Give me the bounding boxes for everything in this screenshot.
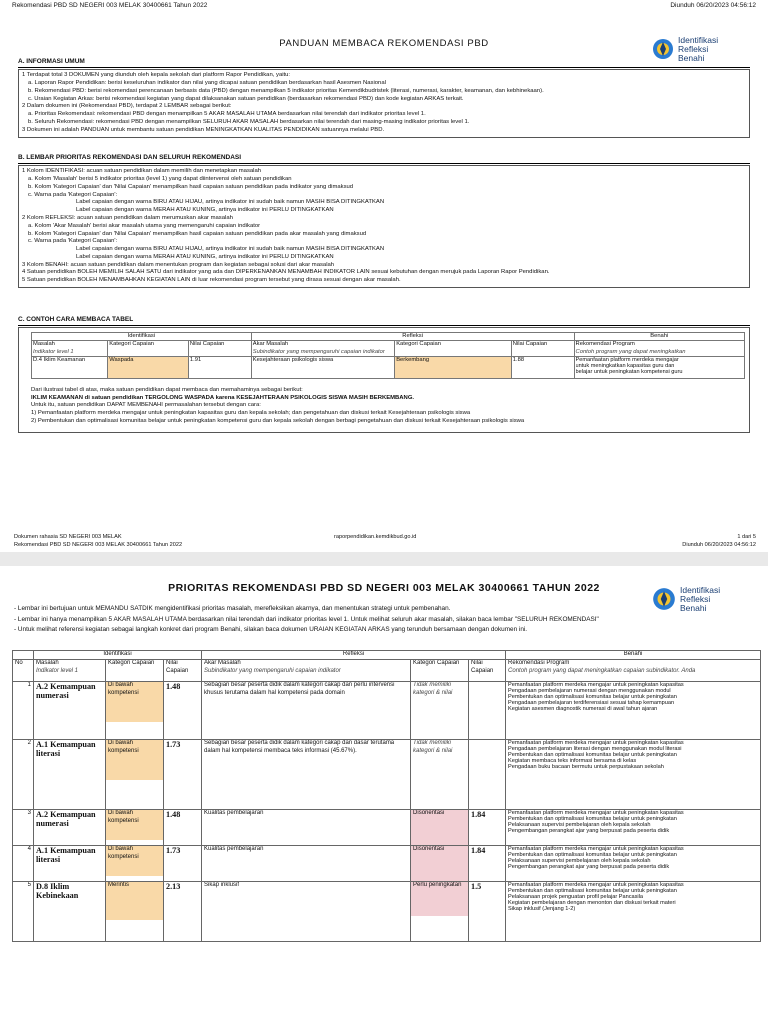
footer-confidential: Dokumen rahasia SD NEGERI 003 MELAK	[14, 534, 122, 540]
intro-line: - Lembar ini bertujuan untuk MEMANDU SATDIK mengidentifikasi prioritas masalah, merefleksikan akarnya, dan menentukan strategi untuk pembenahan.	[14, 605, 451, 612]
cell-kategori-2: Perlu peningkatan	[411, 882, 468, 916]
guide-line: 5 Satuan pendidikan BOLEH MENAMBAHKAN KEGIATAN LAIN di luar rekomendasi program tersebut yang dirasa sesuai dengan akar masalah.	[22, 277, 401, 284]
logo-line-1: Identifikasi	[680, 585, 721, 595]
cell-nilai: 1.48	[164, 810, 202, 846]
col-masalah: Masalah	[36, 660, 59, 666]
cell-kategori-2: Berkembang	[395, 356, 512, 378]
note-line: IKLIM KEAMANAN di satuan pendidikan TERGOLONG WASPADA karena KESEJAHTERAAN PSIKOLOGIS SISWA MASIH BERKEMBANG.	[31, 394, 415, 401]
header-download-date: Diunduh 06/20/2023 04:56:12	[670, 2, 756, 9]
guide-line: c. Warna pada 'Kategori Capaian':	[28, 191, 118, 198]
cell-kategori: Di bawah kompetensi	[106, 682, 163, 722]
guide-line: Label capaian dengan warna BIRU ATAU HIJAU, artinya indikator ini sudah baik namun MASIH BISA DITINGKATKAN	[76, 199, 385, 206]
cell-nilai: 1.91	[188, 356, 251, 378]
cell-nilai-2: 1.84	[469, 810, 506, 846]
section-a-title: A. INFORMASI UMUM	[18, 58, 85, 65]
section-contoh-tabel	[18, 316, 750, 433]
cell-nilai-2: 1.84	[469, 846, 506, 882]
logo-line-3: Benahi	[678, 52, 705, 63]
group-refleksi: Refleksi	[251, 333, 574, 341]
cell-masalah: D.4 Iklim Keamanan	[32, 356, 108, 378]
cell-akar: Kualitas pembelajaran	[202, 846, 411, 882]
guide-line: b. Kolom 'Kategori Capaian' dan 'Nilai Capaian' menampilkan hasil capaian satuan pendidikan pada akar masalah yang dimaksud	[28, 230, 367, 237]
rekom-line: Kegiatan asesmen diagnostik numerasi di awal tahun ajaran	[508, 706, 658, 713]
rekom-line: Kegiatan pembelajaran dengan menonton dan diskusi terkait materi	[508, 900, 676, 907]
cell-kategori-2: Tidak memiliki kategori & nilai	[411, 740, 469, 810]
rekom-line: Sikap inklusif (Jenjang 1-2)	[508, 906, 576, 913]
info-line: c. Uraian Kegiatan Arkas: berisi rekomendasi kegiatan yang dapat dilaksanakan satuan pendidikan (berdasarkan rekomendasi PBD) dan kode kegiatan ARKAS terkait.	[28, 95, 464, 102]
col-masalah: Masalah	[33, 341, 55, 348]
logo-line-2: Refleksi	[680, 593, 711, 604]
cell-akar: Sebagian besar peserta didik dalam kategori cakap dan dasar terutama dalam hal kompetensi membaca teks informasi (45.67%).	[202, 740, 411, 810]
section-c-title: C. CONTOH CARA MEMBACA TABEL	[18, 316, 134, 323]
footer-site[interactable]: raporpendidikan.kemdikbud.go.id	[334, 534, 417, 540]
col-rekom: Rekomendasi Program	[575, 341, 635, 348]
rekom-line: Pembentukan dan optimalisasi komunitas belajar untuk peningkatan	[508, 694, 677, 701]
table-row	[13, 882, 761, 942]
col-akar: Akar Masalah	[204, 660, 241, 666]
header-doc-name: Rekomendasi PBD SD NEGERI 003 MELAK 30400661 Tahun 2022	[12, 2, 208, 9]
intro-notes	[14, 604, 599, 636]
rekom-line: Pemanfaatan platform merdeka mengajar	[575, 356, 679, 363]
rekom-line: Pengadaan pembelajaran numerasi dengan menggunakan modul	[508, 688, 671, 695]
rekom-line: Pelaksanaan supervisi pembelajaran oleh kepala sekolah	[508, 858, 651, 865]
group-identifikasi: Identifikasi	[34, 651, 202, 660]
rekom-line: Pembentukan dan optimalisasi komunitas belajar untuk peningkatan	[508, 752, 677, 759]
rekom-line: Pengembangan perangkat ajar yang berpusat pada peserta didik	[508, 864, 670, 871]
col-nilai: Nilai Capaian	[164, 660, 202, 682]
table-row	[13, 846, 761, 882]
cell-no: 3	[13, 810, 34, 846]
cell-nilai: 1.48	[164, 682, 202, 740]
cell-nilai: 1.73	[164, 740, 202, 810]
rekom-line: Pembentukan dan optimalisasi komunitas belajar untuk peningkatan	[508, 888, 677, 895]
info-line: b. Rekomendasi PBD: berisi rekomendasi perencanaan berbasis data (PBD) dengan menampilkan 5 indikator prioritas Kemendikbudristek (literasi, numerasi, karakter, keamanan, dan kebhinekaan).	[28, 87, 544, 94]
info-line: 2 Dalam dokumen ini (Rekomendasi PBD), terdapat 2 LEMBAR sebagai berikut:	[22, 103, 232, 110]
cell-no: 5	[13, 882, 34, 942]
cell-akar: Kesejahteraan psikologis siswa	[251, 356, 394, 378]
col-kategori-2: Kategori Capaian	[395, 341, 512, 356]
page-2	[0, 566, 768, 1024]
col-akar: Akar Masalah	[252, 341, 289, 348]
rekom-line: Pengadaan buku bacaan bermutu untuk perpustakaan sekolah	[508, 764, 664, 771]
cell-kategori: Di bawah kompetensi	[106, 846, 163, 876]
info-line: b. Seluruh Rekomendasi: rekomendasi PBD dengan menampilkan SELURUH AKAR MASALAH berdasarkan nilai terendah dari masing-masing indikator prioritas level 1.	[28, 118, 470, 125]
col-no: No	[13, 660, 34, 682]
col-kategori-2: Kategori Capaian	[411, 660, 469, 682]
cell-kategori: Waspada	[108, 356, 189, 378]
page-title: PRIORITAS REKOMENDASI PBD SD NEGERI 003 MELAK 30400661 TAHUN 2022	[168, 582, 600, 594]
tut-wuri-emblem-icon	[652, 586, 676, 612]
section-informasi-umum	[18, 58, 750, 138]
rekom-line: belajar untuk peningkatan kompetensi guru	[575, 369, 683, 376]
rekom-line: Pembentukan dan optimalisasi komunitas belajar untuk peningkatan	[508, 816, 677, 823]
group-benahi: Benahi	[506, 651, 761, 660]
note-line: 1) Pemanfaatan platform merdeka mengajar untuk peningkatan kapasitas guru dan kepala sekolah; dan pengetahuan dan diskusi terkait Kesejahteraan psikologis siswa	[31, 410, 471, 417]
info-line: a. Prioritas Rekomendasi: rekomendasi PBD dengan menampilkan 5 AKAR MASALAH UTAMA berdasarkan nilai terendah dari indikator prioritas level 1.	[28, 111, 426, 118]
rekom-line: Pemanfaatan platform merdeka mengajar untuk peningkatan kapasitas	[508, 682, 684, 688]
cell-nilai-2: 1.88	[511, 356, 574, 378]
col-nilai-2: Nilai Capaian	[469, 660, 506, 682]
priority-table	[12, 650, 761, 942]
cell-masalah: A.2 Kemampuan numerasi	[34, 682, 106, 740]
rekom-line: Pemanfaatan platform merdeka mengajar untuk peningkatan kapasitas	[508, 846, 684, 852]
note-line: 2) Pembentukan dan optimalisasi komunitas belajar untuk peningkatan kompetensi guru dan kepala sekolah dengan berbagi pengetahuan dan diskusi terkait Kesejahteraan psikologis siswa	[31, 418, 525, 425]
cell-kategori: Di bawah kompetensi	[106, 740, 163, 780]
footer-download-date: Diunduh 06/20/2023 04:56:12	[682, 542, 756, 548]
cell-masalah: A.1 Kemampuan literasi	[34, 846, 106, 882]
rekom-line: Pelaksanaan supervisi pembelajaran oleh kepala sekolah	[508, 822, 651, 829]
col-kategori: Kategori Capaian	[106, 660, 164, 682]
intro-line: - Untuk melihat referensi kegiatan sebagai langkah konkret dari program Benahi, silakan baca dokumen URAIAN KEGIATAN ARKAS yang terunduh bersamaan dengan dokumen ini.	[14, 626, 528, 633]
cell-nilai: 2.13	[164, 882, 202, 942]
cell-no: 4	[13, 846, 34, 882]
note-line: Untuk itu, satuan pendidikan DAPAT MEMBENAHI permasalahan tersebut dengan cara:	[31, 402, 261, 409]
info-line: 3 Dokumen ini adalah PANDUAN untuk membantu satuan pendidikan MENINGKATKAN KUALITAS PENDIDIKAN satuannya melalui PBD.	[22, 126, 385, 133]
cell-kategori-2: Disorientasi	[411, 846, 468, 881]
cell-no: 1	[13, 682, 34, 740]
info-line: a. Laporan Rapor Pendidikan: berisi keseluruhan indikator dan nilai yang dicapai satuan pendidikan berdasarkan hasil Asesmen Nasional	[28, 79, 386, 86]
guide-line: 4 Satuan pendidikan BOLEH MEMILIH SALAH SATU dari indikator yang ada dan DIPERKENANKAN MENAMBAH INDIKATOR LAIN sesuai kebutuhan dengan merujuk pada Laporan Rapor Pendidikan.	[22, 269, 550, 276]
rekom-line: Pemanfaatan platform merdeka mengajar untuk peningkatan kapasitas	[508, 740, 684, 746]
col-nilai-2: Nilai Capaian	[511, 341, 574, 356]
cell-kategori-2: Disorientasi	[411, 810, 468, 845]
rekom-line: Pengadaan pembelajaran terdiferensiasi sesuai tahap kemampuan	[508, 700, 675, 707]
guide-line: 1 Kolom IDENTIFIKASI: acuan satuan pendidikan dalam memilih dan menetapkan masalah	[22, 168, 262, 175]
rekom-line: Pemanfaatan platform merdeka mengajar untuk peningkatan kapasitas	[508, 810, 684, 816]
cell-kategori: Di bawah kompetensi	[106, 810, 163, 840]
cell-kategori-2: Tidak memiliki kategori & nilai	[411, 682, 469, 740]
col-rekom-sub: Contoh program yang dapat meningkatkan	[575, 348, 686, 355]
cell-masalah: A.1 Kemampuan literasi	[34, 740, 106, 810]
rekom-line: Kegiatan membaca teks informasi bersama di kelas	[508, 758, 637, 765]
guide-line: b. Kolom 'Kategori Capaian' dan 'Nilai Capaian' menampilkan hasil capaian satuan pendidikan pada indikator yang dimaksud	[28, 183, 354, 190]
page-title: PANDUAN MEMBACA REKOMENDASI PBD	[279, 38, 489, 49]
col-akar-sub: Subindikator yang mempengaruhi capaian indikator	[252, 348, 385, 355]
guide-line: Label capaian dengan warna MERAH ATAU KUNING, artinya indikator ini PERLU DITINGKATKAN	[76, 207, 334, 214]
rekom-line: Pengadaan pembelajaran literasi dengan menggunakan modul literasi	[508, 746, 682, 753]
col-rekom-sub: Contoh program yang dapat meningkatkan capaian subindikator. Anda	[508, 667, 696, 674]
logo	[652, 586, 720, 613]
col-masalah-sub: Indikator level 1	[33, 348, 74, 355]
section-b-title: B. LEMBAR PRIORITAS REKOMENDASI DAN SELURUH REKOMENDASI	[18, 154, 242, 161]
info-line: 1 Terdapat total 3 DOKUMEN yang diunduh oleh kepala sekolah dari platform Rapor Pendidikan, yaitu:	[22, 72, 291, 79]
col-akar-sub: Subindikator yang mempengaruhi capaian indikator	[204, 667, 341, 674]
cell-no: 2	[13, 740, 34, 810]
group-refleksi: Refleksi	[202, 651, 506, 660]
logo-line-3: Benahi	[680, 602, 707, 613]
guide-line: Label capaian dengan warna MERAH ATAU KUNING, artinya indikator ini PERLU DITINGKATKAN	[76, 253, 334, 260]
footer-doc: Rekomendasi PBD SD NEGERI 003 MELAK 30400661 Tahun 2022	[14, 542, 183, 548]
table-row	[13, 740, 761, 810]
col-rekom: Rekomendasi Program	[508, 660, 570, 666]
cell-nilai-2	[469, 740, 506, 810]
cell-nilai-2	[469, 682, 506, 740]
group-benahi: Benahi	[574, 333, 744, 341]
rekom-line: Pelaksanaan projek penguatan profil pelajar Pancasila	[508, 894, 643, 901]
guide-line: a. Kolom 'Akar Masalah' berisi akar masalah utama yang memengaruhi capaian indikator	[28, 222, 261, 229]
note-line: Dari ilustrasi tabel di atas, maka satuan pendidikan dapat membaca dan memahaminya sebagai berikut:	[31, 386, 303, 393]
logo-line-2: Refleksi	[678, 43, 709, 54]
cell-nilai-2: 1.5	[469, 882, 506, 942]
cell-masalah: D.8 Iklim Kebinekaan	[34, 882, 106, 942]
cell-masalah: A.2 Kemampuan numerasi	[34, 810, 106, 846]
logo-line-1: Identifikasi	[678, 35, 719, 45]
col-kategori: Kategori Capaian	[108, 341, 189, 356]
col-masalah-sub: Indikator level 1	[36, 667, 79, 674]
page-separator	[0, 552, 768, 566]
example-table	[31, 332, 745, 379]
rekom-line: untuk meningkatkan kapasitas guru dan	[575, 362, 675, 369]
rekom-line: Pemanfaatan platform merdeka mengajar untuk peningkatan kapasitas	[508, 882, 684, 888]
footer-page-number: 1 dari 5	[737, 534, 756, 540]
rekom-line: Pengembangan perangkat ajar yang berpusat pada peserta didik	[508, 828, 670, 835]
col-nilai: Nilai Capaian	[188, 341, 251, 356]
cell-akar: Sikap inklusif	[202, 882, 411, 942]
table-row	[13, 682, 761, 740]
table-row	[32, 356, 745, 378]
guide-line: 2 Kolom REFLEKSI: acuan satuan pendidikan dalam merumuskan akar masalah	[22, 214, 233, 221]
cell-akar: Sebagian besar peserta didik dalam kategori cakap dan perlu intervensi khusus terutama dalam hal kompetensi pada domain	[202, 682, 411, 740]
table-row	[13, 810, 761, 846]
guide-line: c. Warna pada 'Kategori Capaian':	[28, 238, 118, 245]
cell-nilai: 1.73	[164, 846, 202, 882]
group-identifikasi: Identifikasi	[32, 333, 252, 341]
guide-line: 3 Kolom BENAHI: acuan satuan pendidikan dalam menentukan program dan kegiatan sebagai solusi dari akar masalah	[22, 261, 335, 268]
rekom-line: Pembentukan dan optimalisasi komunitas belajar untuk peningkatan	[508, 852, 677, 859]
cell-akar: Kualitas pembelajaran	[202, 810, 411, 846]
cell-kategori: Merintis	[106, 882, 163, 920]
intro-line: - Lembar ini hanya menampilkan 5 AKAR MASALAH UTAMA berdasarkan nilai terendah dari indikator prioritas level 1. Untuk melihat seluruh akar masalah, silakan baca lembar "SELURUH REKOMENDASI"	[14, 615, 599, 623]
guide-line: Label capaian dengan warna BIRU ATAU HIJAU, artinya indikator ini sudah baik namun MASIH BISA DITINGKATKAN	[76, 246, 385, 253]
guide-line: a. Kolom 'Masalah' berisi 5 indikator prioritas (level 1) yang dapat diintervensi oleh satuan pendidikan	[28, 175, 292, 182]
section-lembar-prioritas	[18, 154, 750, 288]
